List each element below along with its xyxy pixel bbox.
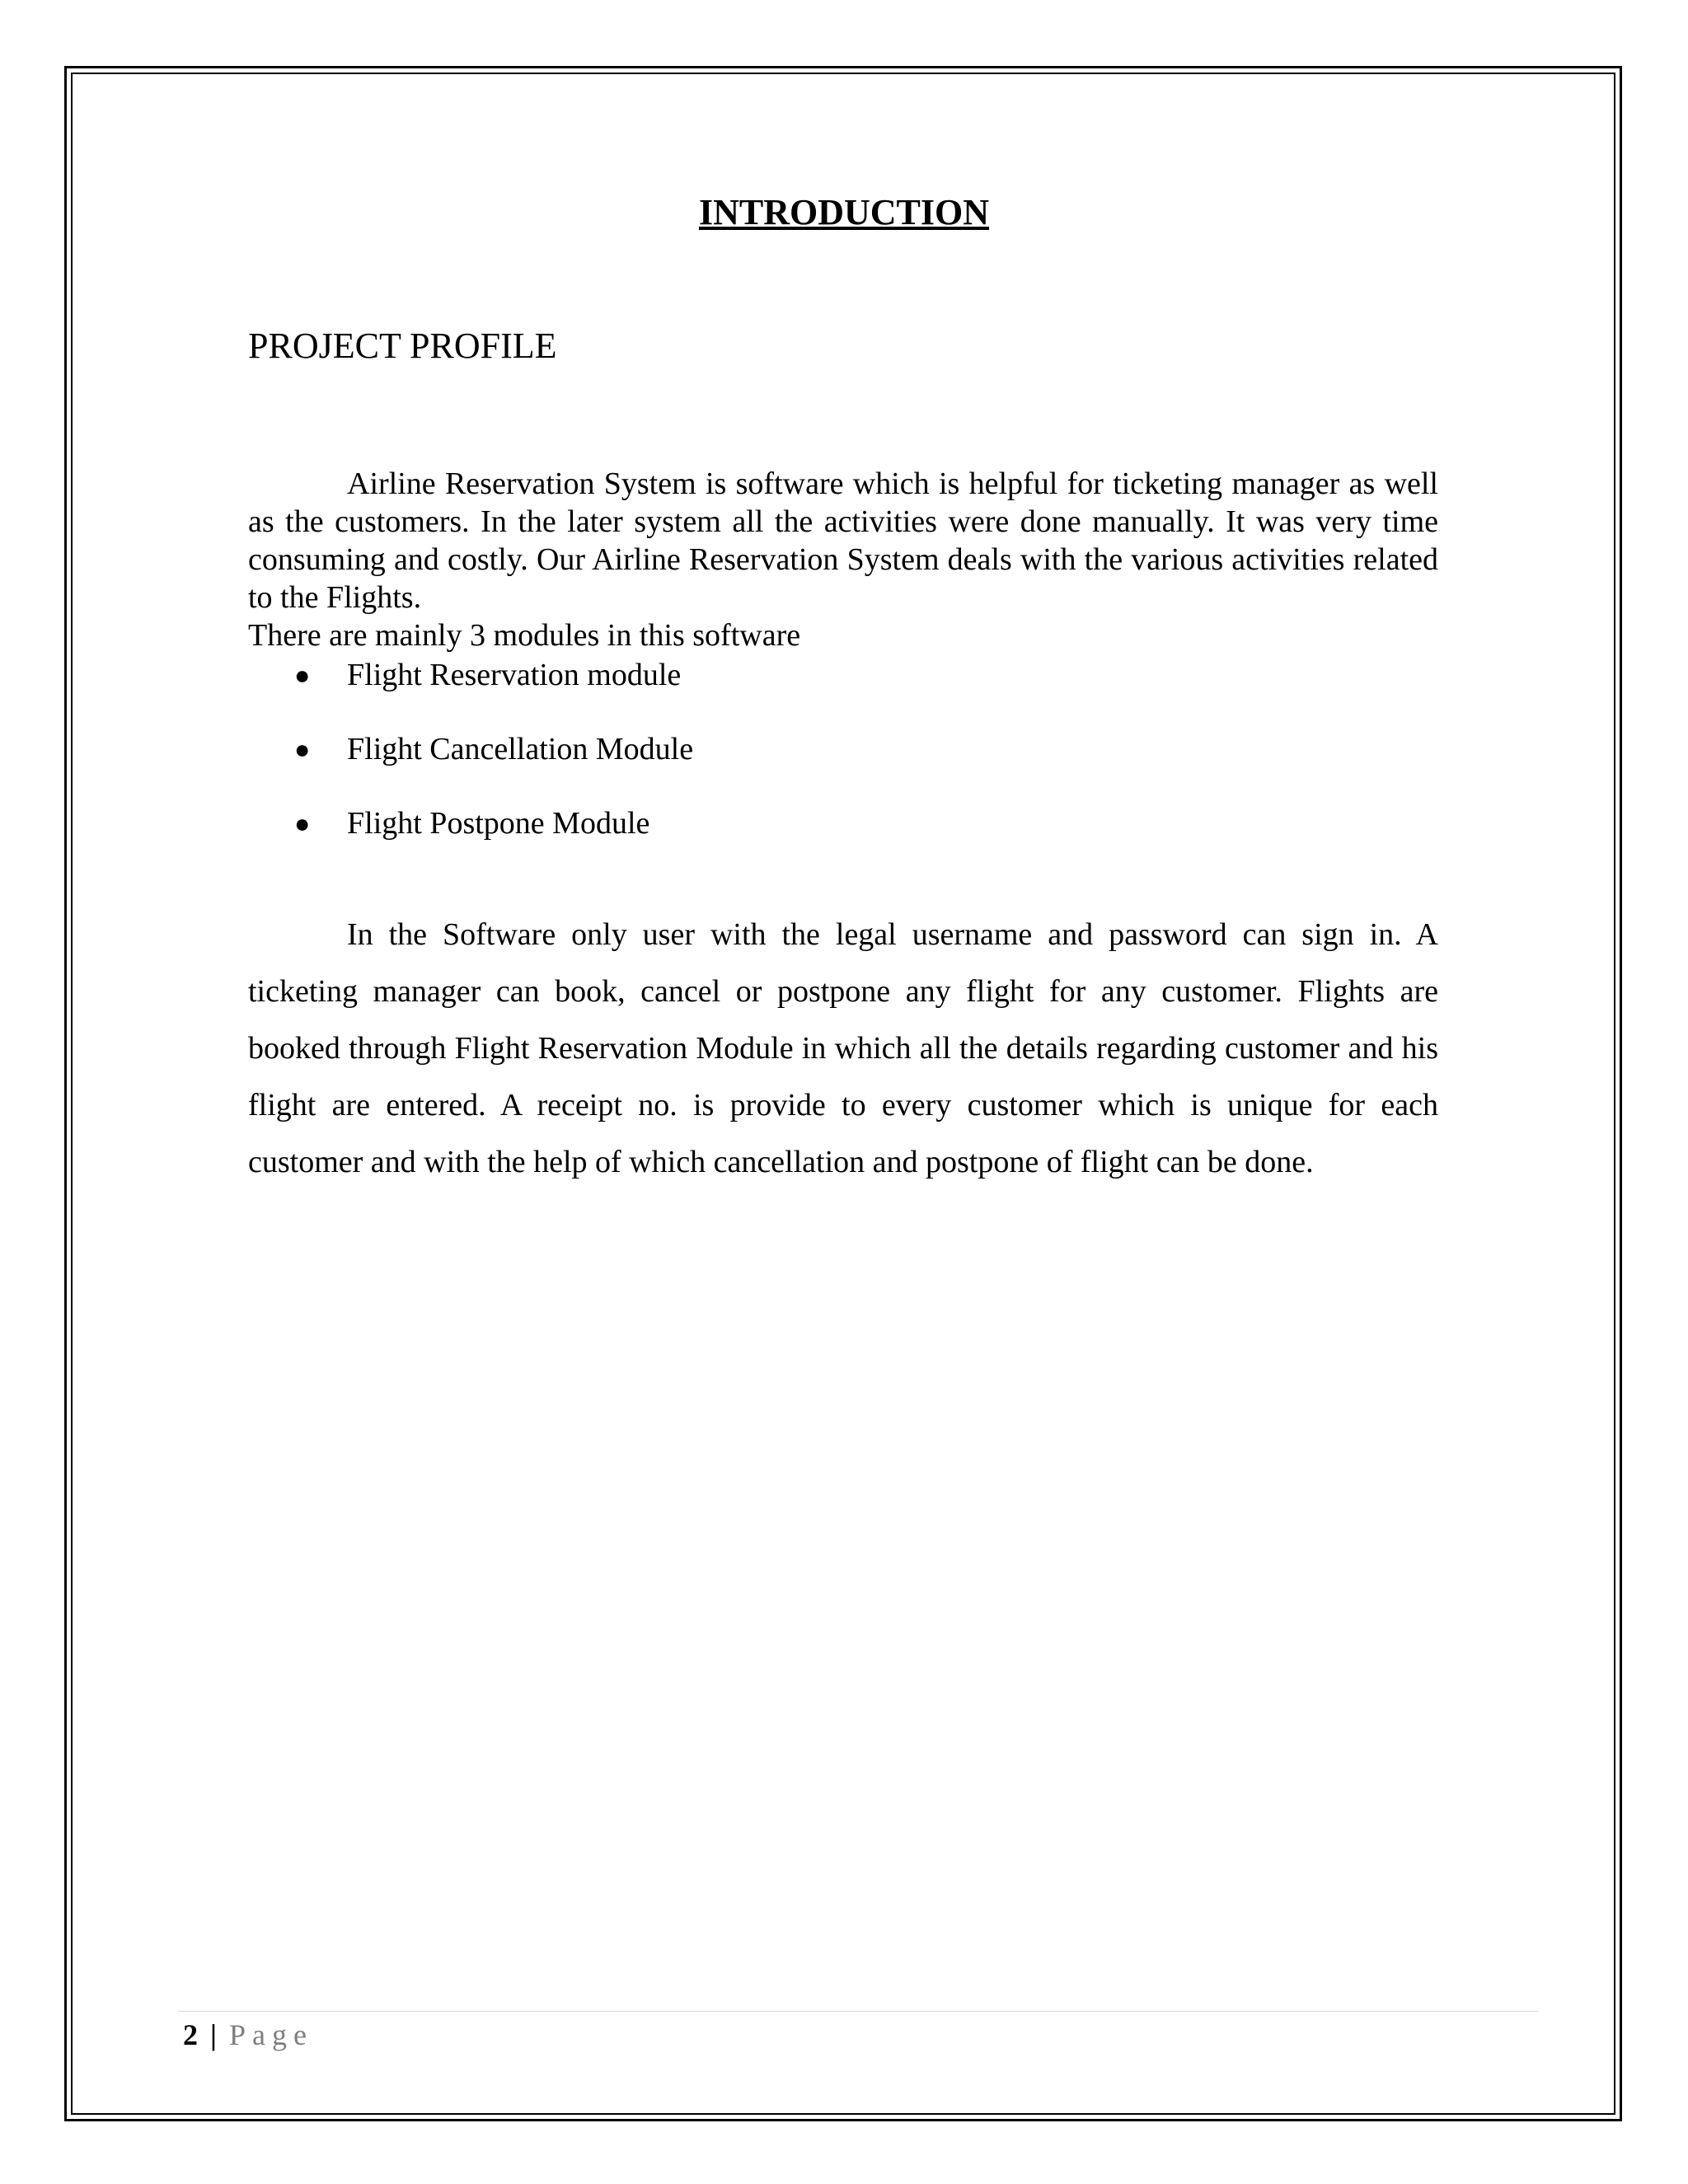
bullet-icon: ● (294, 734, 311, 764)
list-item (248, 804, 693, 842)
page-number: 2 (183, 2018, 198, 2051)
footer-separator: | (210, 2018, 217, 2051)
intro-paragraph: Airline Reservation System is software which is helpful for ticketing manager as well as the customers. In the later system all the activities were done manually. It was very time consuming and costly. Our Airline Reservation System deals with the various activities related to the Flights. (248, 466, 1438, 615)
modules-intro-line: There are mainly 3 modules in this software (248, 618, 801, 653)
list-item (248, 730, 693, 768)
module-label: Flight Postpone Module (347, 806, 650, 841)
module-list (248, 656, 693, 879)
bullet-icon: ● (294, 808, 311, 838)
bullet-icon: ● (294, 660, 311, 690)
list-item (248, 656, 693, 694)
section-heading: PROJECT PROFILE (248, 326, 557, 366)
page-footer (183, 2016, 313, 2054)
page-title: INTRODUCTION (698, 192, 990, 232)
module-label: Flight Cancellation Module (347, 732, 694, 766)
module-label: Flight Reservation module (347, 658, 682, 692)
footer-divider (178, 2011, 1538, 2012)
details-paragraph: In the Software only user with the legal username and password can sign in. A ticketing manager can book, cancel or postpone any flight for any customer. Flights are booked through Flight Reservation Module in which all the details regarding customer and his flight are entered. A receipt no. is provide to every customer which is unique for each customer and with the help of which cancellation and postpone of flight can be done. (248, 917, 1438, 1179)
page-label: Page (228, 2018, 313, 2051)
